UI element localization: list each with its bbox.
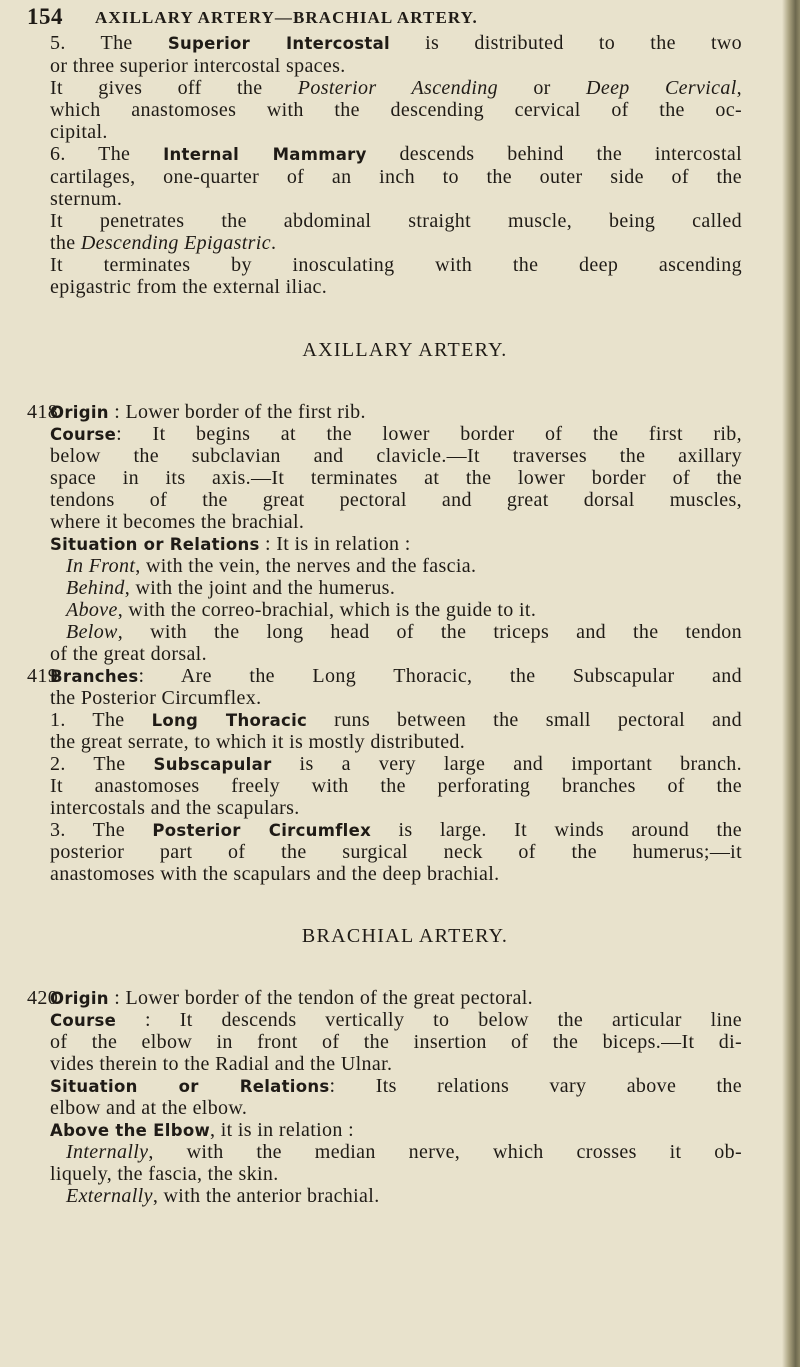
text-segment: : It descends vertically to below the articular line	[116, 1009, 742, 1031]
text-line	[50, 143, 742, 166]
text-segment: the	[50, 232, 81, 254]
text-line	[66, 1141, 742, 1163]
text-line	[50, 841, 742, 863]
text-line	[50, 1031, 742, 1053]
text-segment: of the elbow in front of the insertion of the biceps.—It di-	[50, 1031, 742, 1053]
bold-term: Internal Mammary	[163, 145, 367, 164]
text-line	[66, 555, 476, 577]
italic-term: In Front	[66, 555, 136, 577]
text-segment: 1. The	[50, 709, 152, 731]
bold-term: Situation or Relations	[50, 535, 260, 554]
bold-term: Branches	[50, 667, 139, 686]
text-line	[50, 1075, 742, 1098]
text-segment: elbow and at the elbow.	[50, 1097, 248, 1119]
text-segment: , with the median nerve, which crosses it ob-	[148, 1141, 742, 1163]
bold-term: Situation or Relations	[50, 1077, 330, 1096]
text-segment: 5. The	[50, 32, 168, 54]
text-segment: the Posterior Circumflex.	[50, 687, 262, 709]
text-segment: , with the anterior brachial.	[152, 1185, 380, 1207]
text-line	[27, 987, 533, 1010]
bold-term: Origin	[50, 989, 109, 1008]
text-line	[50, 533, 411, 556]
bold-term: Course	[50, 425, 117, 444]
text-line	[66, 599, 536, 621]
text-segment: intercostals and the scapulars.	[50, 797, 300, 819]
text-line	[50, 32, 742, 55]
text-line	[50, 254, 742, 276]
text-segment: : Are the Long Thoracic, the Subscapular and	[138, 665, 742, 687]
text-segment: is large. It winds around the	[371, 819, 742, 841]
text-segment: 6. The	[50, 143, 164, 165]
text-segment: ,	[736, 77, 743, 99]
text-segment: It penetrates the abdominal straight muscle, being called	[50, 210, 742, 232]
text-segment: or	[497, 77, 587, 99]
text-line	[50, 1097, 247, 1119]
text-line	[50, 511, 304, 533]
text-line	[50, 166, 742, 188]
text-segment: , with the vein, the nerves and the fascia.	[135, 555, 477, 577]
text-line	[50, 188, 122, 210]
bold-term: Superior Intercostal	[167, 34, 390, 53]
text-segment: runs between the small pectoral and	[307, 709, 742, 731]
text-line	[66, 577, 395, 599]
text-segment: , with the joint and the humerus.	[124, 577, 396, 599]
text-line	[50, 819, 742, 842]
page-number: 154	[27, 4, 63, 29]
text-line	[50, 775, 742, 797]
text-line	[66, 621, 742, 643]
text-segment: cipital.	[50, 121, 108, 143]
section-heading-axillary: AXILLARY ARTERY.	[302, 339, 508, 361]
text-segment: liquely, the fascia, the skin.	[50, 1163, 279, 1185]
text-line	[50, 1053, 392, 1075]
bold-term: Long Thoracic	[151, 711, 308, 730]
text-segment: : It begins at the lower border of the first rib,	[116, 423, 742, 445]
text-line	[27, 401, 366, 424]
italic-term: Below	[66, 621, 118, 643]
text-segment: below the subclavian and clavicle.—It traverses the axillary	[50, 445, 742, 467]
text-segment: : Its relations vary above the	[329, 1075, 742, 1097]
text-line	[50, 77, 742, 99]
text-line	[50, 276, 327, 298]
text-segment: epigastric from the external iliac.	[50, 276, 328, 298]
text-segment: vides therein to the Radial and the Ulnar.	[50, 1053, 393, 1075]
text-segment: anastomoses with the scapulars and the deep brachial.	[50, 863, 500, 885]
text-line	[50, 423, 742, 446]
text-segment: .	[270, 232, 277, 254]
text-segment: 2. The	[50, 753, 154, 775]
text-line	[66, 1185, 380, 1207]
text-segment: It gives off the	[50, 77, 298, 99]
text-line	[50, 1009, 742, 1032]
text-segment: posterior part of the surgical neck of the humerus;—it	[50, 841, 742, 863]
text-line	[50, 643, 207, 665]
text-line	[50, 1119, 354, 1142]
bold-term: Course	[50, 1011, 117, 1030]
italic-term: Behind	[66, 577, 125, 599]
text-segment: 3. The	[50, 819, 153, 841]
text-line	[50, 863, 500, 885]
text-line	[50, 709, 742, 732]
text-segment: is distributed to the two	[389, 32, 743, 54]
paragraph-number: 419	[27, 665, 59, 687]
text-line	[50, 232, 276, 254]
text-line	[50, 489, 742, 511]
italic-term: Posterior Ascending	[297, 77, 498, 99]
text-line	[50, 753, 742, 776]
text-segment: space in its axis.—It terminates at the lower border of the	[50, 467, 742, 489]
italic-term: Descending Epigastric	[80, 232, 271, 254]
paragraph-number: 418	[27, 401, 59, 423]
text-line	[50, 210, 742, 232]
paragraph-number: 420	[27, 987, 59, 1009]
text-segment: It terminates by inosculating with the deep ascending	[50, 254, 742, 276]
text-segment: It anastomoses freely with the perforating branches of the	[50, 775, 742, 797]
text-segment: which anastomoses with the descending cervical of the oc-	[50, 99, 742, 121]
text-segment: is a very large and important branch.	[271, 753, 742, 775]
text-segment: or three superior intercostal spaces.	[50, 55, 346, 77]
text-segment: cartilages, one-quarter of an inch to the outer side of the	[50, 166, 742, 188]
italic-term: Above	[66, 599, 118, 621]
bold-term: Posterior Circumflex	[152, 821, 372, 840]
page-edge-shadow	[782, 0, 800, 1367]
text-line	[50, 99, 742, 121]
text-segment: : It is in relation :	[259, 533, 411, 555]
text-line	[50, 121, 108, 143]
text-line	[27, 665, 742, 688]
text-line	[50, 467, 742, 489]
text-line	[50, 445, 742, 467]
text-line	[50, 55, 346, 77]
text-segment: : Lower border of the tendon of the great pectoral.	[108, 987, 533, 1009]
running-head: AXILLARY ARTERY—BRACHIAL ARTERY.	[95, 8, 478, 27]
text-line	[50, 731, 465, 753]
italic-term: Internally	[66, 1141, 149, 1163]
text-line	[50, 1163, 279, 1185]
text-segment: of the great dorsal.	[50, 643, 207, 665]
text-segment: descends behind the intercostal	[366, 143, 742, 165]
bold-term: Origin	[50, 403, 109, 422]
italic-term: Deep Cervical	[586, 77, 737, 99]
text-line	[50, 687, 261, 709]
text-segment: : Lower border of the first rib.	[108, 401, 366, 423]
text-segment: tendons of the great pectoral and great dorsal muscles,	[50, 489, 742, 511]
bold-term: Subscapular	[153, 755, 272, 774]
text-segment: the great serrate, to which it is mostly distributed.	[50, 731, 466, 753]
text-segment: where it becomes the brachial.	[50, 511, 305, 533]
bold-term: Above the Elbow	[50, 1121, 210, 1140]
italic-term: Externally	[66, 1185, 153, 1207]
text-segment: , it is in relation :	[210, 1119, 355, 1141]
text-segment: , with the correo-brachial, which is the guide to it.	[117, 599, 537, 621]
text-segment: sternum.	[50, 188, 123, 210]
section-heading-brachial: BRACHIAL ARTERY.	[301, 925, 509, 947]
text-segment: , with the long head of the triceps and the tendon	[117, 621, 742, 643]
text-line	[50, 797, 300, 819]
